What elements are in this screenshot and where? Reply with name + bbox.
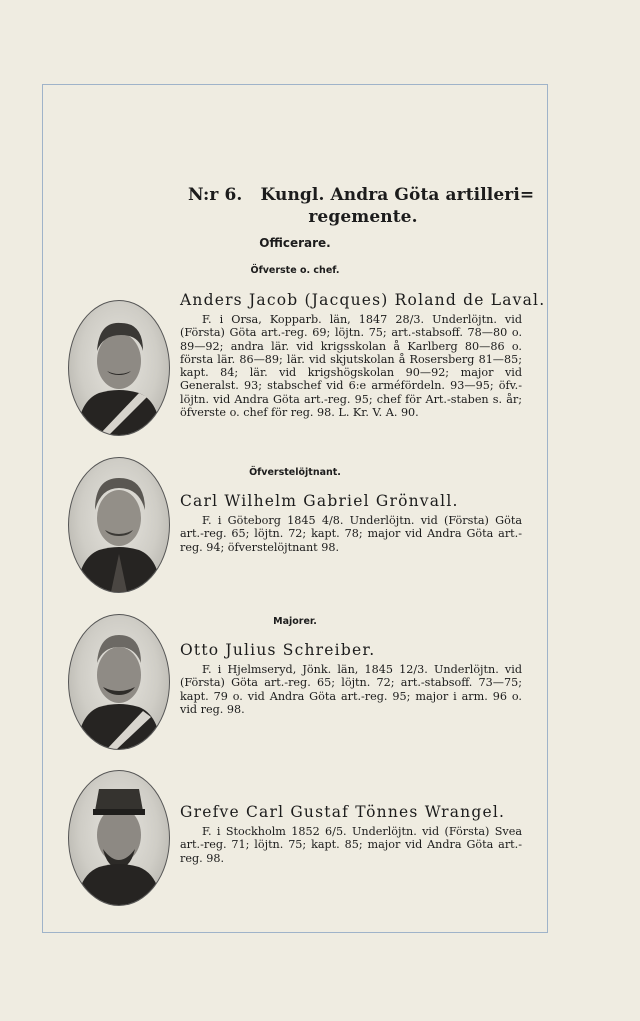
title-line-1: N:r 6. Kungl. Andra Göta artilleri= [188,185,535,205]
section-officers: Officerare. [259,236,331,250]
portrait-de-laval [68,300,170,436]
portrait-gronvall [68,457,170,593]
person-name: Anders Jacob (Jacques) Roland de Laval. [180,291,546,309]
person-bio: F. i Stockholm 1852 6/5. Underlöjtn. vid (Första) Svea art.-reg. 71; löjtn. 75; kapt. 85; major vid Andra Göta art.-reg. 98. [180,825,522,865]
title-line-2: regemente. [308,207,418,227]
section-majors: Majorer. [273,616,317,627]
entry-gronvall [180,491,522,554]
person-bio: F. i Hjelmseryd, Jönk. län, 1845 12/3. Underlöjtn. vid (Första) Göta art.-reg. 65; löjtn. 72; art.-stabsoff. 73—75; kapt. 79 o. vid Andra Göta art.-reg. 95; major i arm. 96 o. vid reg. 98. [180,663,522,716]
portrait-schreiber [68,614,170,750]
person-bio: F. i Göteborg 1845 4/8. Underlöjtn. vid (Första) Göta art.-reg. 65; löjtn. 72; kapt. 78; major vid Andra Göta art.-reg. 94; öfverstelöjtnant 98. [180,514,522,554]
entry-de-laval [180,290,546,420]
entry-wrangel [180,802,522,865]
person-bio: F. i Orsa, Kopparb. län, 1847 28/3. Underlöjtn. vid (Första) Göta art.-reg. 69; löjtn. 75; art.-stabsoff. 78—80 o. 89—92; andra lär. vid krigsskolan å Karlberg 80—86 o. första lär. 86—89; lär. vid skjutskolan å Rosersberg 81—85; kapt. 84; lär. vid krigshögskolan 90—92; major vid Generalst. 93; stabschef vid 6:e arméfördeln. 93—95; öfv.-löjtn. vid Andra Göta art.-reg. 95; chef för Art.-staben s. år; öfverste o. chef för reg. 98. L. Kr. V. A. 90. [180,313,522,420]
portrait-wrangel [68,770,170,906]
section-colonel: Öfverste o. chef. [250,265,340,276]
section-lt-colonel: Öfverstelöjtnant. [249,467,341,478]
page-title [188,184,548,228]
person-name: Otto Julius Schreiber. [180,641,376,659]
entry-schreiber [180,640,522,716]
person-name: Grefve Carl Gustaf Tönnes Wrangel. [180,803,506,821]
person-name: Carl Wilhelm Gabriel Grönvall. [180,492,459,510]
